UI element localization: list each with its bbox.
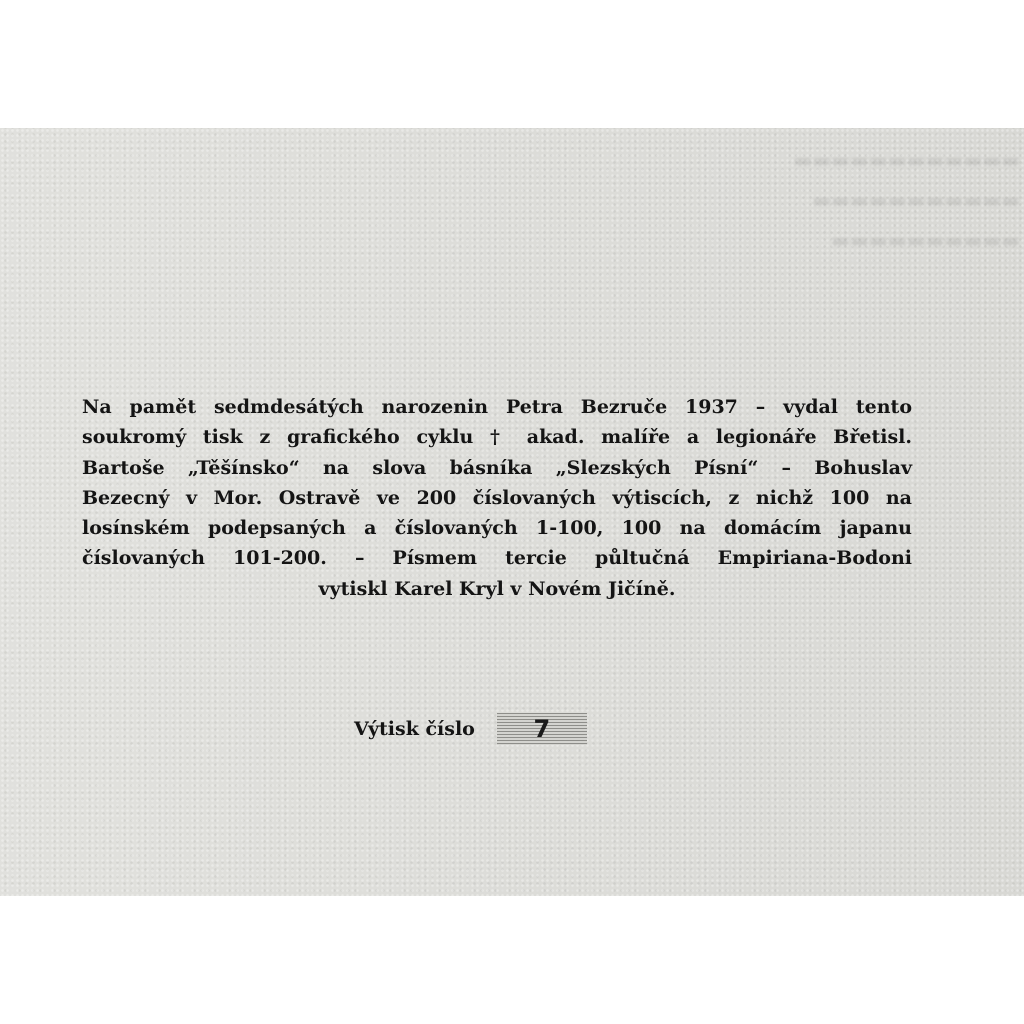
colophon-line: losínském podepsaných a číslovaných 1-100, 100 na domácím japanu (82, 517, 912, 540)
colophon-line: soukromý tisk z grafického cyklu † akad. malíře a legionáře Břetisl. (82, 426, 912, 449)
colophon-line: Na pamět sedmdesátých narozenin Petra Bezruče 1937 – vydal tento (82, 396, 912, 418)
page-paper (0, 128, 1024, 896)
copy-number-value: 7 (533, 715, 551, 743)
colophon-line: Bartoše „Těšínsko“ na slova básníka „Slezských Písní“ – Bohuslav (82, 456, 912, 479)
copy-number-row (354, 712, 587, 746)
copy-number-label: Výtisk číslo (354, 718, 475, 740)
colophon-text (82, 392, 912, 604)
colophon-line: Bezecný v Mor. Ostravě ve 200 číslovaných výtiscích, z nichž 100 na (82, 486, 912, 509)
number-stamp-icon (497, 713, 587, 745)
show-through-texture: ▬▬▬▬▬▬▬▬▬▬▬▬ ▬▬▬▬▬▬▬▬▬▬▬ ▬▬▬▬▬▬▬▬▬▬ (793, 148, 1020, 252)
colophon-line: vytiskl Karel Kryl v Novém Jičíně. (318, 577, 676, 600)
colophon-line: číslovaných 101-200. – Písmem tercie půltučná Empiriana-Bodoni (82, 547, 912, 570)
